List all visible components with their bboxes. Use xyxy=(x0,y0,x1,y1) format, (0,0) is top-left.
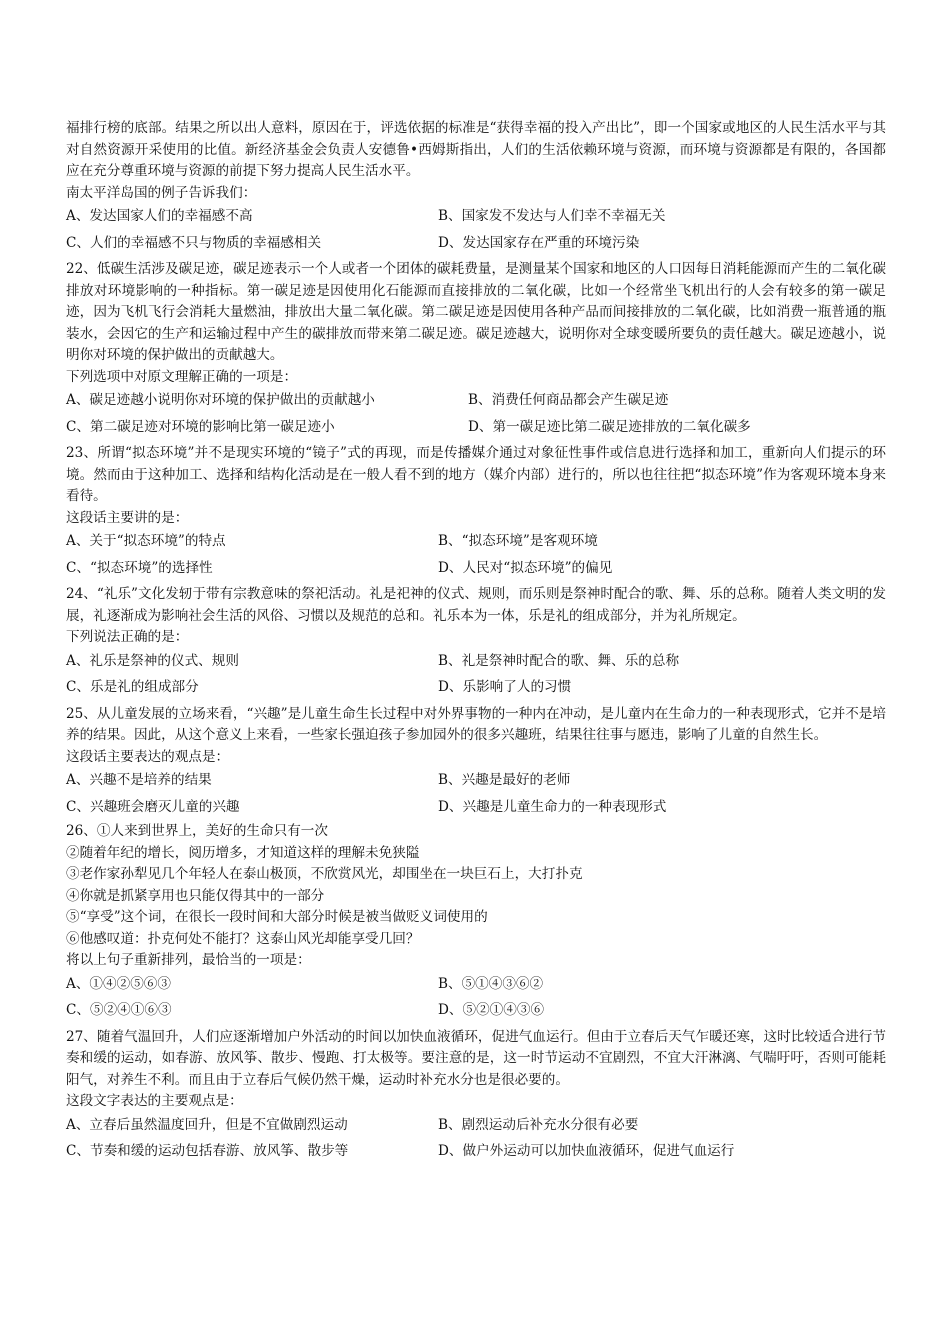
q26-option-c: C、⑤②④①⑥③ xyxy=(66,1002,172,1018)
intro-options xyxy=(66,204,886,257)
q27-passage: 27、随着气温回升，人们应逐渐增加户外活动的时间以加快血液循环，促进气血运行。但由于立春后天气乍暖还寒，这时比较适合进行节奏和缓的运动，如春游、放风筝、散步、慢跑、打太极等。要注意的是，这一时节运动不宜剧烈，不宜大汗淋漓、气喘吁吁，否则可能耗阳气，对养生不利。而且由于立春后气候仍然干燥，运动时补充水分也是很必要的。 xyxy=(66,1028,886,1088)
q24-option-b: B、礼是祭神时配合的歌、舞、乐的总称 xyxy=(438,652,680,669)
q22-options xyxy=(66,388,886,441)
q26-sentences xyxy=(66,821,886,950)
q25-option-c: C、兴趣班会磨灭儿童的兴趣 xyxy=(66,798,240,815)
q25-options xyxy=(66,768,886,821)
q24-option-d: D、乐影响了人的习惯 xyxy=(438,679,572,695)
q27-option-b: B、剧烈运动后补充水分很有必要 xyxy=(438,1116,639,1133)
q23-option-d: D、人民对“拟态环境”的偏见 xyxy=(438,559,613,576)
intro-option-a: A、发达国家人们的幸福感不高 xyxy=(66,208,253,224)
q25-option-b: B、兴趣是最好的老师 xyxy=(438,772,571,788)
q24-prompt: 下列说法正确的是： xyxy=(66,629,189,645)
q25-passage: 25、从儿童发展的立场来看，“兴趣”是儿童生命生长过程中对外界事物的一种内在冲动，是儿童内在生命力的一种表现形式，它并不是培养的结果。因此，从这个意义上来看，一些家长强迫孩子参加园外的很多兴趣班，结果往往事与愿违，影响了儿童的自然生长。 xyxy=(66,705,886,743)
q22-prompt: 下列选项中对原文理解正确的一项是： xyxy=(66,368,298,385)
q26-sentence-4: ④你就是抓紧享用也只能仅得其中的一部分 xyxy=(66,887,325,904)
q23-options xyxy=(66,529,886,582)
intro-option-b: B、国家发不发达与人们幸不幸福无关 xyxy=(438,208,666,224)
q23-passage: 23、所谓“拟态环境”并不是现实环境的“镜子”式的再现，而是传播媒介通过对象征性事件或信息进行选择和加工，重新向人们提示的环境。然而由于这种加工、选择和结构化活动是在一般人看不到的地方（媒介内部）进行的，所以也往往把“拟态环境”作为客观环境本身来看待。 xyxy=(66,445,886,504)
q22-option-c: C、第二碳足迹对环境的影响比第一碳足迹小 xyxy=(66,418,335,435)
q24-option-c: C、乐是礼的组成部分 xyxy=(66,679,199,695)
q22-passage: 22、低碳生活涉及碳足迹，碳足迹表示一个人或者一个团体的碳耗费量，是测量某个国家和地区的人口因每日消耗能源而产生的二氧化碳排放对环境影响的一种指标。第一碳足迹是因使用化石能源而直接排放的二氧化碳，比如一个经常坐飞机出行的人会有较多的第一碳足迹，因为飞机飞行会消耗大量燃油，排放出大量二氧化碳。第二碳足迹是因使用各种产品而间接排放的二氧化碳，比如消费一瓶普通的瓶装水，会因它的生产和运输过程中产生的碳排放而带来第二碳足迹。碳足迹越大，说明你对全球变暖所要负的责任越大。碳足迹越小，说明你对环境的保护做出的贡献越大。 xyxy=(66,261,886,363)
q26-option-d: D、⑤②①④③⑥ xyxy=(438,1002,545,1018)
q24-option-a: A、礼乐是祭神的仪式、规则 xyxy=(66,652,239,669)
q26-option-a: A、①④②⑤⑥③ xyxy=(66,975,171,992)
intro-option-c: C、人们的幸福感不只与物质的幸福感相关 xyxy=(66,234,322,251)
q26-sentence-5: ⑤“享受”这个词，在很长一段时间和大部分时候是被当做贬义词使用的 xyxy=(66,909,488,925)
q22-option-d: D、第一碳足迹比第二碳足迹排放的二氧化碳多 xyxy=(468,418,751,435)
intro-option-d: D、发达国家存在严重的环境污染 xyxy=(438,234,640,251)
q23-option-c: C、“拟态环境”的选择性 xyxy=(66,559,213,576)
q26-sentence-6: ⑥他感叹道：扑克何处不能打？这泰山风光却能享受几回？ xyxy=(66,930,420,947)
q26-options xyxy=(66,972,886,1025)
q26-option-b: B、⑤①④③⑥② xyxy=(438,975,544,992)
q23-prompt: 这段话主要讲的是： xyxy=(66,509,189,526)
q27-option-d: D、做户外运动可以加快血液循环，促进气血运行 xyxy=(438,1143,735,1159)
q23-option-a: A、关于“拟态环境”的特点 xyxy=(66,533,226,549)
q27-prompt: 这段文字表达的主要观点是： xyxy=(66,1093,243,1109)
intro-passage: 福排行榜的底部。结果之所以出人意料，原因在于，评选依据的标准是“获得幸福的投入产出比”，即一个国家或地区的人民生活水平与其对自然资源开采使用的比值。新经济基金会负责人安德鲁•西姆斯指出，人们的生活依赖环境与资源，而环境与资源都是有限的，各国都应在充分尊重环境与资源的前提下努力提高人民生活水平。 xyxy=(66,120,886,179)
q24-options xyxy=(66,649,886,702)
q26-sentence-3: ③老作家孙犁见几个年轻人在泰山极顶，不欣赏风光，却围坐在一块巨石上，大打扑克 xyxy=(66,866,583,882)
q24-passage: 24、“礼乐”文化发轫于带有宗教意味的祭祀活动。礼是祀神的仪式、规则，而乐则是祭神时配合的歌、舞、乐的总称。随着人类文明的发展，礼逐渐成为影响社会生活的风俗、习惯以及规范的总和。礼乐本为一体，乐是礼的组成部分，并为礼所规定。 xyxy=(66,586,886,624)
q22-option-a: A、碳足迹越小说明你对环境的保护做出的贡献越小 xyxy=(66,392,375,408)
intro-prompt: 南太平洋岛国的例子告诉我们： xyxy=(66,184,257,201)
q26-sentence-1: 26、①人来到世界上，美好的生命只有一次 xyxy=(66,823,328,839)
q23-option-b: B、“拟态环境”是客观环境 xyxy=(438,533,598,549)
q27-option-a: A、立春后虽然温度回升，但是不宜做剧烈运动 xyxy=(66,1116,348,1133)
q22-option-b: B、消费任何商品都会产生碳足迹 xyxy=(468,392,669,408)
q25-prompt: 这段话主要表达的观点是： xyxy=(66,748,230,765)
exam-page xyxy=(66,118,886,1166)
q25-option-d: D、兴趣是儿童生命力的一种表现形式 xyxy=(438,798,667,815)
q26-sentence-2: ②随着年纪的增长，阅历增多，才知道这样的理解未免狭隘 xyxy=(66,844,420,861)
q27-option-c: C、节奏和缓的运动包括春游、放风筝、散步等 xyxy=(66,1143,349,1159)
q26-prompt: 将以上句子重新排列，最恰当的一项是： xyxy=(66,952,311,968)
q27-options xyxy=(66,1113,886,1166)
q25-option-a: A、兴趣不是培养的结果 xyxy=(66,772,212,788)
